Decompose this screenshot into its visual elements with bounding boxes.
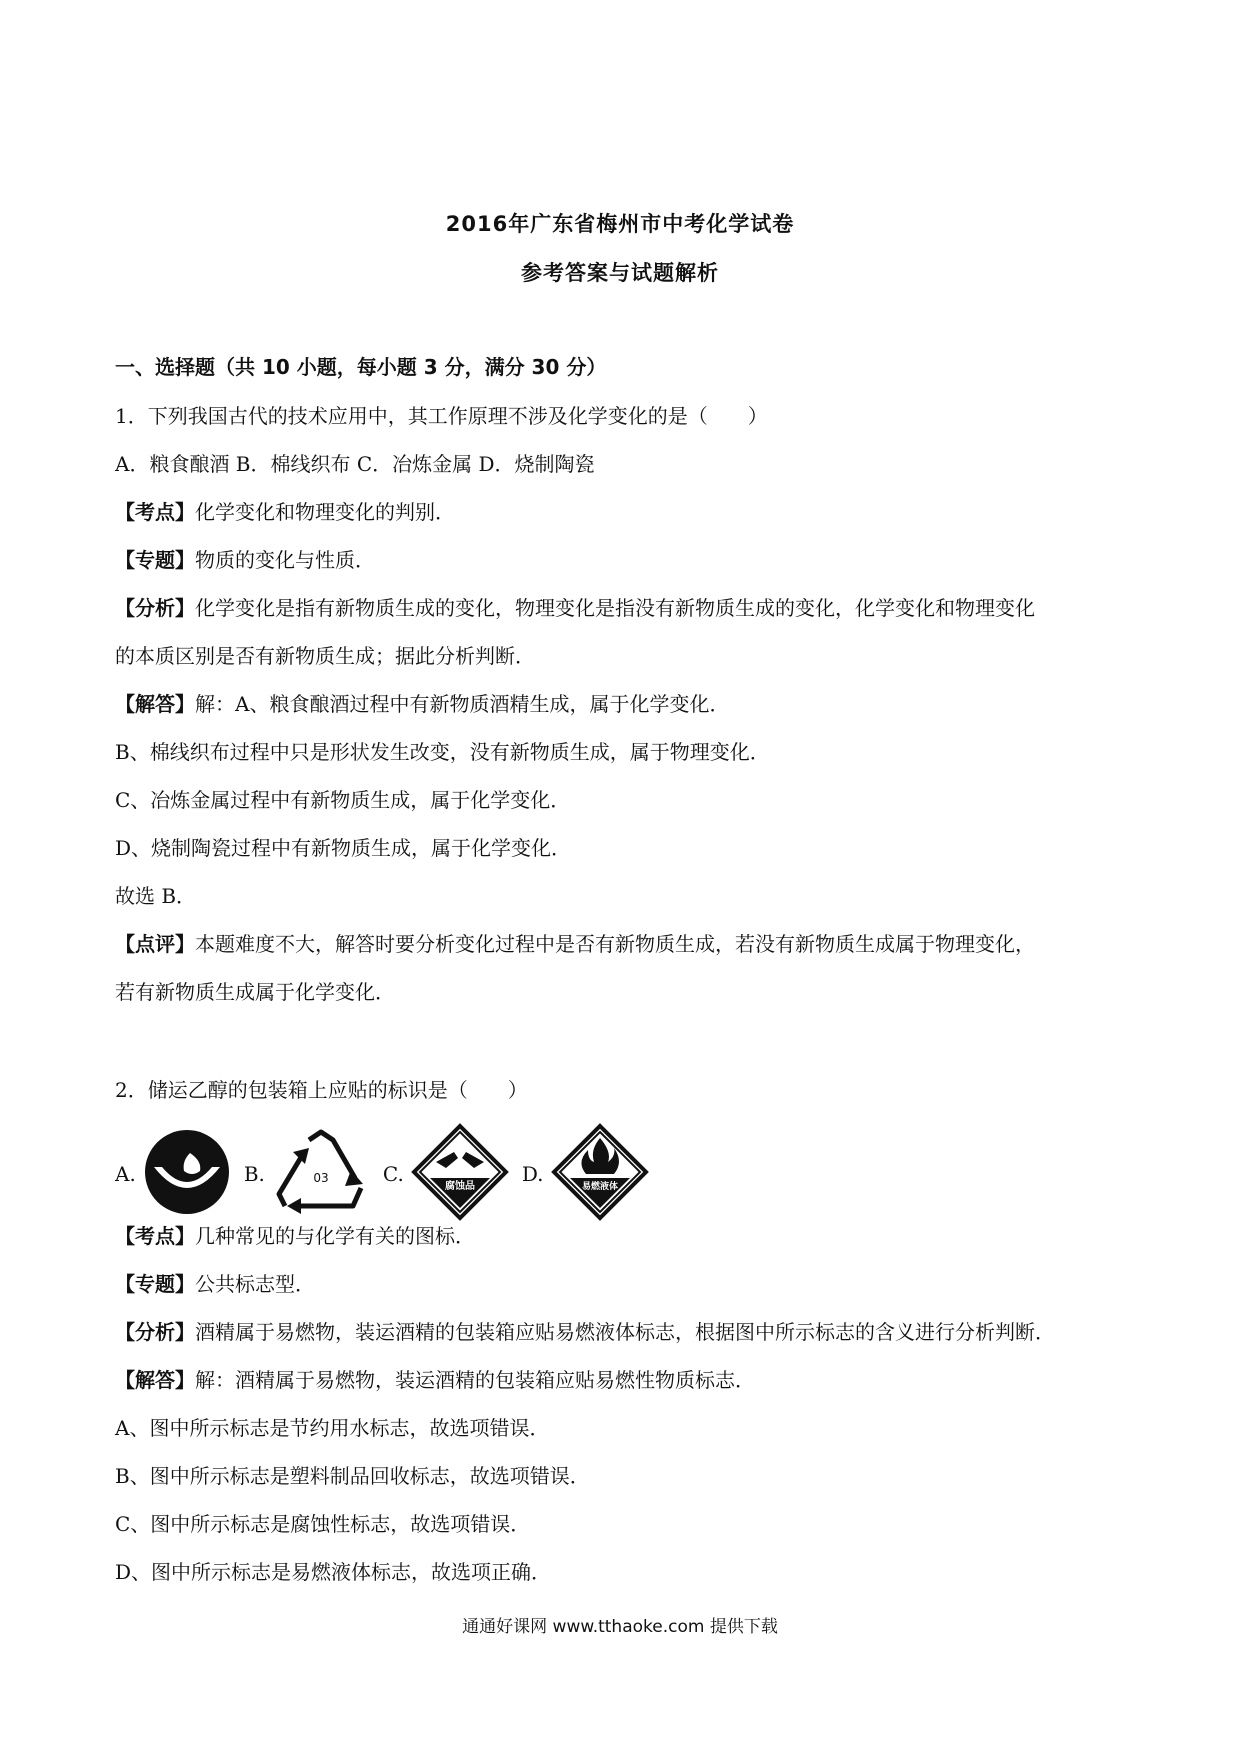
corrosive-sign-icon (410, 1122, 510, 1227)
jieda-text-1: 解：酒精属于易燃物，装运酒精的包装箱应贴易燃性物质标志． (195, 1368, 755, 1392)
corrosive-sign-text: 腐蚀品 (444, 1180, 475, 1192)
q1-jieda-d: D、烧制陶瓷过程中有新物质生成，属于化学变化． (115, 836, 572, 860)
q1-jieda (115, 690, 1145, 718)
page-title: 2016年广东省梅州市中考化学试卷 (445, 212, 795, 236)
q1-zhuanti (115, 546, 1145, 574)
fenxi-tag: 【分析】 (115, 1320, 195, 1344)
q2-stem: 2．储运乙醇的包装箱上应贴的标识是（ ） (115, 1078, 528, 1102)
page-subtitle: 参考答案与试题解析 (521, 261, 719, 285)
jieda-tag: 【解答】 (115, 1368, 195, 1392)
kaodian-tag: 【考点】 (115, 1224, 195, 1248)
option-b-label: B. (243, 1162, 265, 1186)
q2-jieda-b: B、图中所示标志是塑料制品回收标志，故选项错误． (115, 1464, 590, 1488)
kaodian-text: 几种常见的与化学有关的图标． (195, 1224, 475, 1248)
zhuanti-text: 公共标志型． (195, 1272, 315, 1296)
jieda-text-1: 解：A、粮食酿酒过程中有新物质酒精生成，属于化学变化． (195, 692, 730, 716)
jieda-tag: 【解答】 (115, 692, 195, 716)
kaodian-text: 化学变化和物理变化的判别． (195, 500, 455, 524)
section-heading: 一、选择题（共 10 小题，每小题 3 分，满分 30 分） (115, 355, 607, 379)
fenxi-tag: 【分析】 (115, 596, 195, 620)
zhuanti-tag: 【专题】 (115, 548, 195, 572)
q1-jieda-b: B、棉线织布过程中只是形状发生改变，没有新物质生成，属于物理变化． (115, 740, 770, 764)
kaodian-tag: 【考点】 (115, 500, 195, 524)
dianping-tag: 【点评】 (115, 932, 195, 956)
option-c-label: C. (382, 1162, 404, 1186)
q1-kaodian (115, 498, 1145, 526)
q1-stem: 1．下列我国古代的技术应用中，其工作原理不涉及化学变化的是（ ） (115, 404, 768, 428)
flammable-sign-text: 易燃液体 (581, 1181, 618, 1192)
q2-jieda-c: C、图中所示标志是腐蚀性标志，故选项错误． (115, 1512, 531, 1536)
q2-jieda-a: A、图中所示标志是节约用水标志，故选项错误． (115, 1416, 550, 1440)
zhuanti-text: 物质的变化与性质． (195, 548, 375, 572)
flammable-liquid-sign-icon (550, 1122, 650, 1227)
q2-zhuanti (115, 1270, 1145, 1298)
option-a-label: A. (115, 1162, 136, 1186)
option-d-label: D. (521, 1162, 544, 1186)
q1-fenxi (115, 594, 1145, 622)
q2-jieda-d: D、图中所示标志是易燃液体标志，故选项正确． (115, 1560, 552, 1584)
fenxi-text: 酒精属于易燃物，装运酒精的包装箱应贴易燃液体标志，根据图中所示标志的含义进行分析判断． (195, 1320, 1055, 1344)
water-saving-sign-icon (142, 1127, 232, 1222)
q2-kaodian (115, 1222, 1145, 1250)
q2-fenxi (115, 1318, 1145, 1346)
svg-text:03: 03 (313, 1170, 329, 1185)
q1-dianping-cont: 若有新物质生成属于化学变化． (115, 980, 395, 1004)
dianping-text-1: 本题难度不大，解答时要分析变化过程中是否有新物质生成，若没有新物质生成属于物理变化， (195, 932, 1035, 956)
q1-answer: 故选 B． (115, 884, 197, 908)
q1-dianping (115, 930, 1145, 958)
fenxi-text-1: 化学变化是指有新物质生成的变化，物理变化是指没有新物质生成的变化，化学变化和物理变化 (195, 596, 1035, 620)
q2-options (115, 1126, 662, 1222)
q1-fenxi-cont: 的本质区别是否有新物质生成；据此分析判断． (115, 644, 535, 668)
q2-jieda (115, 1366, 1145, 1394)
q1-jieda-c: C、冶炼金属过程中有新物质生成，属于化学变化． (115, 788, 571, 812)
page-footer: 通通好课网 www.tthaoke.com 提供下载 (462, 1617, 778, 1637)
q1-options: A．粮食酿酒 B．棉线织布 C．冶炼金属 D．烧制陶瓷 (115, 452, 595, 476)
zhuanti-tag: 【专题】 (115, 1272, 195, 1296)
recycling-sign-icon (271, 1126, 371, 1223)
